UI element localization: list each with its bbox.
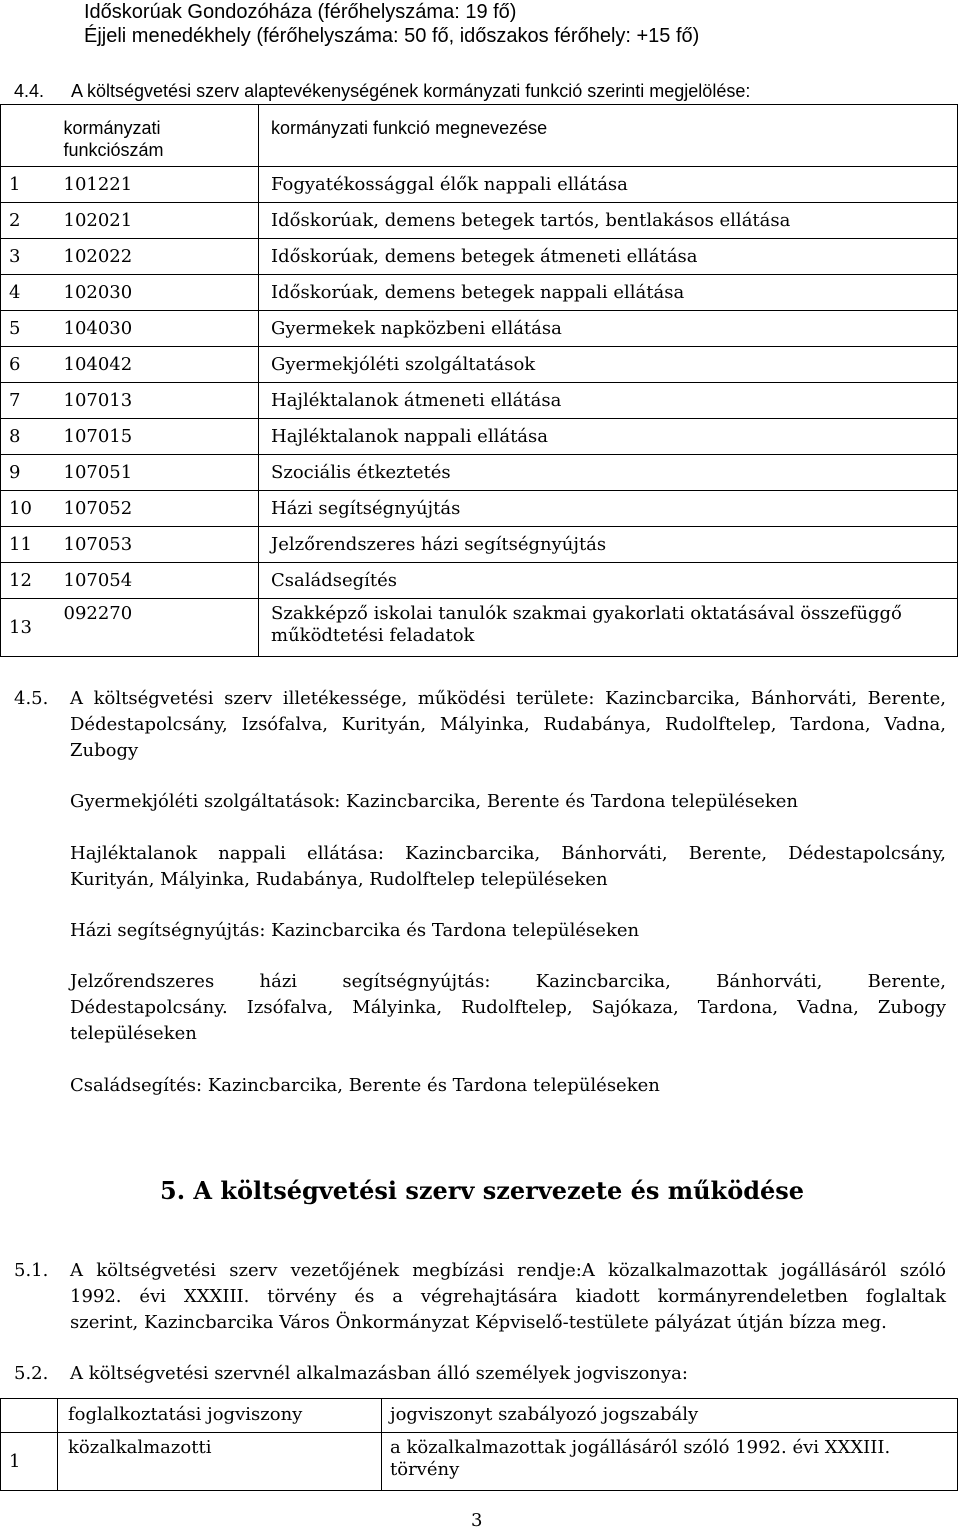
p4: Házi segítségnyújtás: Kazincbarcika és Tardona településeken [70,920,640,941]
header-name: kormányzati funkció megnevezése [271,118,548,138]
p1-line2: Dédestapolcsány, Izsófalva, Kurityán, Mályinka, Rudabánya, Rudolftelep, Tardona, Vadna, [70,714,946,735]
row-name: Szociális étkeztetés [259,455,958,491]
row-name: Hajléktalanok nappali ellátása [259,419,958,455]
header-name-cell [259,105,958,167]
row-number: 3 [1,239,58,275]
row-name: Gyermekjóléti szolgáltatások [259,347,958,383]
employment-row-col2-line2: törvény [390,1459,460,1480]
table-row [1,419,958,455]
row-code: 107051 [58,455,259,491]
s51-line2: 1992. évi XXXIII. törvény és a végrehajtására kiadott kormányrendeletben foglaltak [70,1286,946,1307]
header-code-line2: funkciószám [63,140,164,160]
row-number: 12 [1,563,58,599]
employment-header-row [1,1399,958,1433]
row-name: Gyermekek napközbeni ellátása [259,311,958,347]
section-title-5-2: A költségvetési szervnél alkalmazásban álló személyek jogviszonya: [70,1363,688,1384]
row-number: 11 [1,527,58,563]
table-row [1,203,958,239]
row-number: 4 [1,275,58,311]
table-row [1,239,958,275]
row-code: 107015 [58,419,259,455]
row-code: 107052 [58,491,259,527]
p6: Családsegítés: Kazincbarcika, Berente és Tardona településeken [70,1075,660,1096]
row-number: 7 [1,383,58,419]
p5-line1: Jelzőrendszeres házi segítségnyújtás: Kazincbarcika, Bánhorváti, Berente, [70,971,946,992]
row-name [259,599,958,657]
employment-header-empty [1,1399,58,1433]
p5-line3: településeken [70,1023,197,1044]
row-number: 5 [1,311,58,347]
employment-row [1,1433,958,1491]
table-row [1,527,958,563]
row-number: 6 [1,347,58,383]
employment-header-col1: foglalkoztatási jogviszony [58,1399,382,1433]
row-name: Családsegítés [259,563,958,599]
header-code-cell [58,105,259,167]
p1-line1: A költségvetési szerv illetékessége, működési területe: Kazincbarcika, Bánhorváti, Berente, [70,688,946,709]
row-name: Időskorúak, demens betegek tartós, bentlakásos ellátása [259,203,958,239]
row-name-line2: működtetési feladatok [271,625,475,646]
row-name: Időskorúak, demens betegek nappali ellátása [259,275,958,311]
table-row [1,455,958,491]
employment-row-col1: közalkalmazotti [58,1433,382,1491]
row-code: 107013 [58,383,259,419]
row-name: Fogyatékossággal élők nappali ellátása [259,167,958,203]
row-number: 1 [1,167,58,203]
employment-table [0,1398,958,1491]
functions-table [0,104,958,657]
row-name: Hajléktalanok átmeneti ellátása [259,383,958,419]
table-header-row [1,105,958,167]
employment-header-col2: jogviszonyt szabályozó jogszabály [382,1399,958,1433]
row-number: 8 [1,419,58,455]
row-name: Időskorúak, demens betegek átmeneti ellátása [259,239,958,275]
section-title-4-4: A költségvetési szerv alaptevékenységének kormányzati funkció szerinti megjelölése: [71,81,751,101]
row-code: 102030 [58,275,259,311]
table-row [1,599,958,657]
top-line-2: Éjjeli menedékhely (férőhelyszáma: 50 fő, időszakos férőhely: +15 fő) [84,25,700,47]
employment-row-number: 1 [1,1433,58,1491]
employment-row-col2 [382,1433,958,1491]
employment-row-col2-line1: a közalkalmazottak jogállásáról szóló 1992. évi XXXIII. [390,1437,891,1458]
row-code: 102021 [58,203,259,239]
table-row [1,563,958,599]
table-row [1,275,958,311]
row-name: Házi segítségnyújtás [259,491,958,527]
table-row [1,311,958,347]
s51-line3: szerint, Kazincbarcika Város Önkormányzat Képviselő-testülete pályázat útján bízza meg. [70,1312,887,1333]
chapter-5-title: 5. A költségvetési szerv szervezete és működése [160,1176,805,1205]
section-number-4-4: 4.4. [14,81,45,101]
header-empty-cell [1,105,58,167]
row-number: 9 [1,455,58,491]
section-number-5-2: 5.2. [14,1363,49,1384]
row-code: 104030 [58,311,259,347]
row-name-line1: Szakképző iskolai tanulók szakmai gyakorlati oktatásával összefüggő [271,603,902,624]
table-row [1,383,958,419]
row-code: 101221 [58,167,259,203]
p5-line2: Dédestapolcsány. Izsófalva, Mályinka, Rudolftelep, Sajókaza, Tardona, Vadna, Zubogy [70,997,946,1018]
row-code: 104042 [58,347,259,383]
table-row [1,491,958,527]
row-name: Jelzőrendszeres házi segítségnyújtás [259,527,958,563]
s51-line1: A költségvetési szerv vezetőjének megbízási rendje:A közalkalmazottak jogállásáról szóló [70,1260,946,1281]
header-code-line1: kormányzati [63,118,161,138]
section-number-4-5: 4.5. [14,688,49,709]
p3-line2: Kurityán, Mályinka, Rudabánya, Rudolftelep településeken [70,869,608,890]
table-row [1,347,958,383]
row-number: 2 [1,203,58,239]
row-code: 107053 [58,527,259,563]
page-number: 3 [471,1510,483,1531]
top-line-1: Időskorúak Gondozóháza (férőhelyszáma: 19 fő) [84,1,517,23]
row-number: 10 [1,491,58,527]
row-code: 102022 [58,239,259,275]
table-row [1,167,958,203]
p1-line3: Zubogy [70,740,139,761]
p3-line1: Hajléktalanok nappali ellátása: Kazincbarcika, Bánhorváti, Berente, Dédestapolcsány, [70,843,946,864]
row-number: 13 [1,599,58,657]
row-code: 107054 [58,563,259,599]
section-number-5-1: 5.1. [14,1260,49,1281]
row-code: 092270 [58,599,259,657]
p2: Gyermekjóléti szolgáltatások: Kazincbarcika, Berente és Tardona településeken [70,791,799,812]
